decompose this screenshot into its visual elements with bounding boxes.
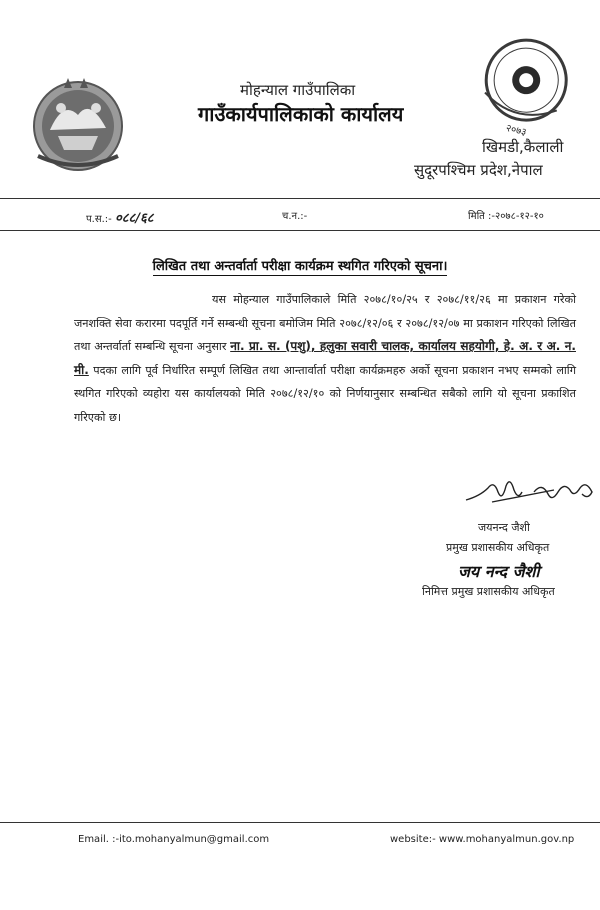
notice-subject	[0, 256, 600, 274]
seal-year: २०७३	[504, 122, 528, 139]
org-name: मोहन्याल गाउँपालिका	[240, 81, 356, 99]
signer-name: जयनन्द जैशी	[478, 521, 530, 534]
reference-divider	[0, 230, 600, 231]
ref-label: प.स.:-	[86, 214, 112, 225]
notice-body	[74, 288, 576, 429]
body-part1: यस मोहन्याल गाउँपालिकाले मिति २०७८/१०/२५ र २०७८/११/२६ मा प्रकाशन गरेको जनशक्ति सेवा करारमा पदपूर्ति गर्ने सम्बन्धी सूचना बमोजिम मिति २०७८/१२/०६ र २०७८/१२/०७ मा प्रकाशन गरिएको लिखित तथा अन्तर्वार्ता सम्बन्धि सूचना अनुसार	[74, 293, 576, 353]
footer-divider	[0, 822, 600, 823]
office-title: गाउँकार्यपालिकाको कार्यालय	[198, 102, 404, 126]
header-divider	[0, 198, 600, 199]
body-part2: पदका लागि पूर्व निर्धारित सम्पूर्ण लिखित तथा आन्तार्वार्ता परीक्षा कार्यक्रमहरु अर्को सूचना प्रकाशन नभए सम्मको लागि स्थगित गरिएको व्यहोरा यस कार्यालयको मिति २०७८/१२/१० को निर्णयानुसार सम्बन्धित सबैको लागि यो सूचना प्रकाशित गरिएको छ।	[74, 363, 577, 424]
location-province: सुदूरपश्चिम प्रदेश,नेपाल	[414, 161, 543, 179]
stamp-title: निमित्त प्रमुख प्रशासकीय अधिकृत	[422, 585, 555, 598]
ref-value: ०८८/६८	[114, 211, 154, 226]
nepal-emblem-icon	[28, 70, 128, 178]
footer-email[interactable]: Email. :-ito.mohanyalmun@gmail.com	[78, 834, 270, 845]
signer-title: प्रमुख प्रशासकीय अधिकृत	[446, 541, 550, 554]
date-value: २०७८-१२-१०	[495, 211, 544, 222]
stamp-name: जय नन्द जैशी	[458, 562, 540, 581]
location-district: खिमडी,कैलाली	[482, 138, 564, 156]
subject-text: लिखित तथा अन्तर्वार्ता परीक्षा कार्यक्रम स्थगित गरिएको सूचना।	[152, 259, 448, 274]
reference-number	[86, 208, 154, 226]
office-seal-icon	[470, 30, 580, 140]
body-posts: ना. प्रा. स. (पशु), हलुका सवारी चालक, कार्यालय सहयोगी, हे. अ. र अ. न. मी.	[74, 339, 576, 377]
signature-icon	[462, 470, 598, 510]
letter-date	[468, 208, 544, 222]
date-label: मिति :-	[468, 211, 496, 222]
footer-website[interactable]: website:- www.mohanyalmun.gov.np	[390, 834, 575, 845]
dispatch-number: च.न.:-	[282, 211, 308, 222]
